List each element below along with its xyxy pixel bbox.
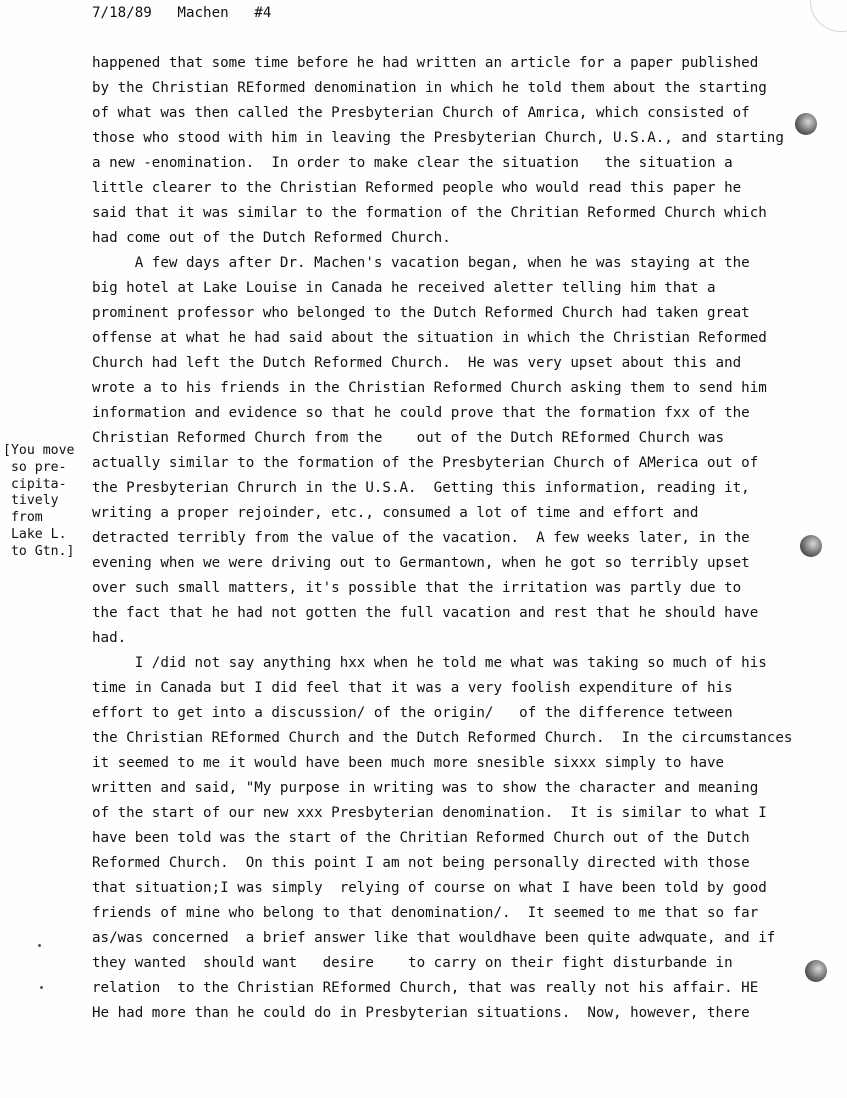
margin-note [3,443,74,561]
text-line: they wanted should want desire to carry on their fight disturbande in [92,955,733,971]
text-line: I /did not say anything hxx when he told me what was taking so much of his [92,655,767,671]
text-line: Church had left the Dutch Reformed Church. He was very upset about this and [92,355,742,371]
text-line: happened that some time before he had written an article for a paper published [92,55,759,71]
text-line: the Presbyterian Chrurch in the U.S.A. Getting this information, reading it, [92,480,750,496]
text-line: wrote a to his friends in the Christian Reformed Church asking them to send him [92,380,767,396]
text-line: offense at what he had said about the situation in which the Christian Reformed [92,330,767,346]
text-line: effort to get into a discussion/ of the origin/ of the difference tetween [92,705,733,721]
text-line: by the Christian REformed denomination in which he told them about the starting [92,80,767,96]
margin-note-line: from [3,510,43,526]
body-text [92,51,812,1026]
punch-hole [800,535,822,557]
punch-hole [805,960,827,982]
margin-note-line: so pre- [3,459,67,475]
text-line: of what was then called the Presbyterian Church of Amrica, which consisted of [92,105,750,121]
margin-note-line: to Gtn.] [3,543,75,559]
text-line: detracted terribly from the value of the vacation. A few weeks later, in the [92,530,750,546]
text-line: over such small matters, it's possible that the irritation was partly due to [92,580,742,596]
text-line: little clearer to the Christian Reformed people who would read this paper he [92,180,742,196]
text-line: relation to the Christian REformed Church, that was really not his affair. HE [92,980,759,996]
margin-note-line: Lake L. [3,526,67,542]
text-line: that situation;I was simply relying of course on what I have been told by good [92,880,767,896]
punch-hole [795,113,817,135]
margin-note-line: [You move [3,443,75,458]
text-line: the Christian REformed Church and the Dutch Reformed Church. In the circumstances [92,730,793,746]
text-line: the fact that he had not gotten the full vacation and rest that he should have [92,605,759,621]
text-line: said that it was similar to the formation of the Chritian Reformed Church which [92,205,767,221]
text-line: A few days after Dr. Machen's vacation began, when he was staying at the [92,255,750,271]
text-line: had. [92,630,127,646]
margin-note-line: cipita- [3,476,67,492]
text-line: have been told was the start of the Chritian Reformed Church out of the Dutch [92,830,750,846]
text-line: Christian Reformed Church from the out of the Dutch REformed Church was [92,430,725,446]
text-line: as/was concerned a brief answer like that wouldhave been quite adwquate, and if [92,930,776,946]
text-line: it seemed to me it would have been much more snesible sixxx simply to have [92,755,725,771]
text-line: information and evidence so that he could prove that the formation fxx of the [92,405,750,421]
scan-speck [40,986,43,989]
text-line: time in Canada but I did feel that it was a very foolish expenditure of his [92,680,733,696]
margin-note-line: tively [3,493,59,509]
text-line: big hotel at Lake Louise in Canada he received aletter telling him that a [92,280,716,296]
text-line: written and said, "My purpose in writing was to show the character and meaning [92,780,759,796]
text-line: prominent professor who belonged to the Dutch Reformed Church had taken great [92,305,750,321]
scan-speck [38,944,41,947]
text-line: actually similar to the formation of the Presbyterian Church of AMerica out of [92,455,759,471]
page-corner-curve [810,0,847,32]
text-line: those who stood with him in leaving the Presbyterian Church, U.S.A., and starting [92,130,784,146]
text-line: Reformed Church. On this point I am not being personally directed with those [92,855,750,871]
text-line: He had more than he could do in Presbyterian situations. Now, however, there [92,1005,750,1021]
text-line: of the start of our new xxx Presbyterian denomination. It is similar to what I [92,805,767,821]
text-line: evening when we were driving out to Germantown, when he got so terribly upset [92,555,750,571]
text-line: had come out of the Dutch Reformed Church. [92,230,451,246]
page-header: 7/18/89 Machen #4 [92,5,272,21]
text-line: friends of mine who belong to that denomination/. It seemed to me that so far [92,905,759,921]
text-line: writing a proper rejoinder, etc., consumed a lot of time and effort and [92,505,699,521]
text-line: a new -enomination. In order to make clear the situation the situation a [92,155,733,171]
